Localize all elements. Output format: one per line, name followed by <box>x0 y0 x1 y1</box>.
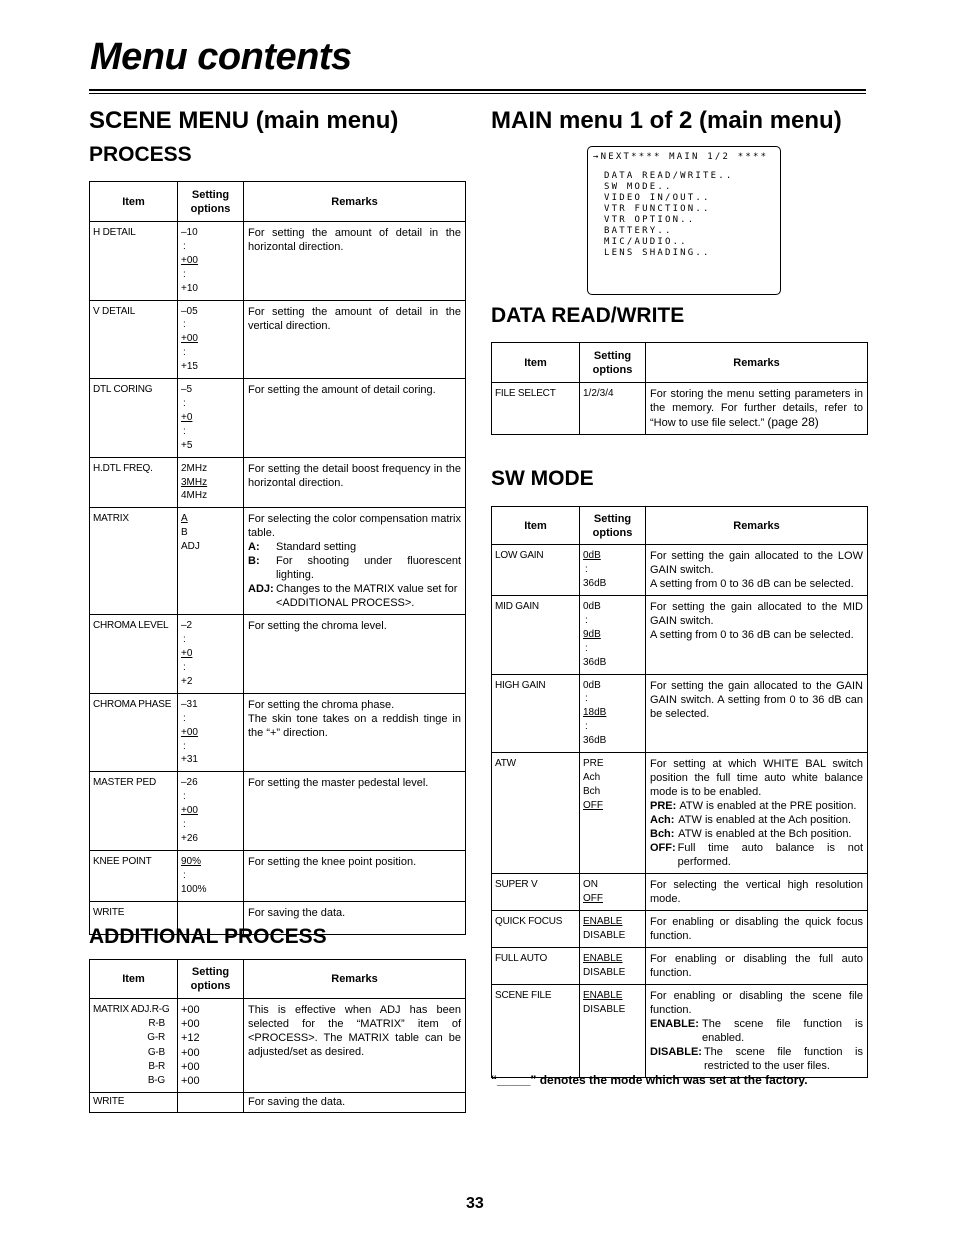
page-reference: (page 28) <box>767 415 819 429</box>
remarks-text: A setting from 0 to 36 dB can be selected. <box>650 629 854 641</box>
option-value: +5 <box>181 439 193 451</box>
setting-options <box>580 596 646 675</box>
definition <box>650 1017 863 1045</box>
table-row <box>492 874 868 911</box>
item-name: FILE SELECT <box>492 383 580 435</box>
matrix-item: B-R <box>148 1060 165 1072</box>
option-value: 0dB <box>583 679 601 691</box>
remarks <box>646 545 868 596</box>
table-row <box>492 674 868 753</box>
remarks <box>646 753 868 874</box>
option-value: +10 <box>181 282 198 294</box>
menu-screen-line: DATA READ/WRITE.. <box>604 171 734 181</box>
option-value: +15 <box>181 361 198 373</box>
option-ellipsis: : <box>183 634 186 646</box>
option-value-default: +00 <box>181 805 198 817</box>
definition-value: Full time auto balance is not performed. <box>677 842 863 869</box>
item-name: WRITE <box>90 1093 178 1113</box>
option-value: Ach <box>583 771 601 783</box>
option-value: +00 <box>181 1060 200 1073</box>
option-value: 36dB <box>583 656 607 668</box>
remarks <box>244 693 466 772</box>
process-table <box>89 181 466 935</box>
remarks <box>646 383 868 435</box>
item-name: SCENE FILE <box>492 985 580 1078</box>
setting-options: 1/2/3/4 <box>580 383 646 435</box>
option-value-default: ENABLE <box>583 953 623 965</box>
option-value: –05 <box>181 305 198 317</box>
setting-options <box>178 1093 244 1113</box>
option-value: 0dB <box>583 601 601 612</box>
option-value: ON <box>583 879 598 891</box>
data-read-write-heading: DATA READ/WRITE <box>491 304 685 327</box>
definition-key: Bch: <box>650 828 675 841</box>
option-value: B <box>181 527 188 539</box>
column-header-remarks: Remarks <box>244 960 466 999</box>
option-value: 100% <box>181 883 207 895</box>
option-value-default: ENABLE <box>583 990 623 1002</box>
item-name: FULL AUTO <box>492 948 580 985</box>
definition <box>650 1045 863 1073</box>
option-ellipsis: : <box>183 425 186 437</box>
item-name: CHROMA PHASE <box>90 693 178 772</box>
item-name <box>90 999 178 1093</box>
remarks: For setting the amount of detail coring. <box>244 379 466 458</box>
option-value-default: +00 <box>181 726 198 738</box>
remarks: For saving the data. <box>244 901 466 934</box>
setting-options <box>580 911 646 948</box>
option-value: +26 <box>181 833 198 844</box>
column-header-setting: Setting options <box>580 343 646 383</box>
item-name: MATRIX <box>90 508 178 615</box>
table-row <box>90 615 466 694</box>
table-row <box>90 772 466 851</box>
setting-options <box>580 948 646 985</box>
item-name: MASTER PED <box>90 772 178 851</box>
scene-menu-heading: SCENE MENU (main menu) <box>89 107 399 134</box>
option-value: ADJ <box>181 541 200 553</box>
option-value: DISABLE <box>583 966 626 978</box>
definition <box>650 813 863 827</box>
menu-screen-line: VIDEO IN/OUT.. <box>604 193 711 203</box>
option-value: +00 <box>181 1018 200 1031</box>
definition-value: ATW is enabled at the Ach position. <box>678 814 852 827</box>
menu-screen-line: VTR OPTION.. <box>604 215 696 225</box>
remarks-text: For setting the gain allocated to the MID GAIN switch. <box>650 601 863 627</box>
definition <box>650 827 863 841</box>
setting-options <box>178 999 244 1093</box>
definition-key: Ach: <box>650 814 675 827</box>
column-header-item: Item <box>90 182 178 222</box>
option-value: +00 <box>181 1004 200 1016</box>
setting-options <box>178 508 244 615</box>
definition-key: A: <box>248 541 260 554</box>
table-row <box>492 753 868 874</box>
remarks: For enabling or disabling the quick focus function. <box>646 911 868 948</box>
remarks: For setting the knee point position. <box>244 850 466 901</box>
definition <box>248 582 461 610</box>
option-value: 36dB <box>583 577 607 589</box>
table-row <box>492 596 868 675</box>
option-ellipsis: : <box>585 614 588 626</box>
definition-value: Changes to the MATRIX value set for <ADDITIONAL PROCESS>. <box>276 583 458 610</box>
table-row <box>90 508 466 615</box>
matrix-item: B-G <box>147 1075 165 1087</box>
option-ellipsis: : <box>183 869 186 881</box>
column-header-setting: Setting options <box>580 507 646 545</box>
menu-screen-display <box>587 146 781 295</box>
option-ellipsis: : <box>585 563 588 575</box>
table-row <box>90 379 466 458</box>
option-value: DISABLE <box>583 929 626 941</box>
option-ellipsis: : <box>183 819 186 831</box>
definition-value: Standard setting <box>276 541 357 554</box>
definition <box>650 841 863 869</box>
definition-key: B: <box>248 555 260 568</box>
factory-default-note: “_____” denotes the mode which was set at the factory. <box>491 1073 808 1087</box>
option-value: +31 <box>181 754 198 766</box>
definition <box>650 799 863 813</box>
option-value: –2 <box>181 620 193 632</box>
definition-key: OFF: <box>650 842 676 855</box>
remarks <box>646 596 868 675</box>
process-heading: PROCESS <box>89 143 192 166</box>
definition-value: ATW is enabled at the PRE position. <box>679 800 857 813</box>
table-row <box>90 300 466 379</box>
option-value: Bch <box>583 785 601 797</box>
option-value-default: 18dB <box>583 707 607 719</box>
item-name: WRITE <box>90 901 178 934</box>
option-value: 2MHz <box>181 462 208 474</box>
option-value: –26 <box>181 777 198 789</box>
definition <box>248 540 461 554</box>
table-row <box>90 693 466 772</box>
table-row <box>90 222 466 301</box>
matrix-item: G-B <box>147 1046 165 1058</box>
column-header-remarks: Remarks <box>646 507 868 545</box>
option-value: +00 <box>181 1046 200 1059</box>
remarks-text: For selecting the color compensation matrix table. <box>248 513 461 540</box>
table-row <box>90 1093 466 1113</box>
setting-options <box>178 615 244 694</box>
remarks: For saving the data. <box>244 1093 466 1113</box>
item-name: LOW GAIN <box>492 545 580 596</box>
column-header-remarks: Remarks <box>646 343 868 383</box>
matrix-item: MATRIX ADJ.R-G <box>93 1004 170 1015</box>
setting-options <box>580 874 646 911</box>
item-name: KNEE POINT <box>90 850 178 901</box>
table-row <box>492 911 868 948</box>
column-header-setting: Setting options <box>178 182 244 222</box>
remarks-text: The skin tone takes on a reddish tinge in the “+” direction. <box>248 712 461 739</box>
table-row <box>492 948 868 985</box>
table-row <box>90 457 466 508</box>
matrix-item: G-R <box>147 1032 165 1044</box>
setting-options <box>178 457 244 508</box>
definition-value: For shooting under fluorescent lighting. <box>276 555 461 582</box>
option-value-default: +0 <box>181 648 193 660</box>
item-name: CHROMA LEVEL <box>90 615 178 694</box>
remarks: This is effective when ADJ has been selected for the “MATRIX” item of <PROCESS>. The MATRIX table can be adjusted/set as desired. <box>244 999 466 1093</box>
option-value: –5 <box>181 384 193 396</box>
option-ellipsis: : <box>183 662 186 674</box>
option-ellipsis: : <box>183 240 186 252</box>
definition-value: ATW is enabled at the Bch position. <box>678 828 852 841</box>
remarks: For setting the detail boost frequency in the horizontal direction. <box>244 457 466 508</box>
item-name: MID GAIN <box>492 596 580 675</box>
page-title: Menu contents <box>90 36 352 78</box>
option-ellipsis: : <box>183 740 186 752</box>
option-value: –10 <box>181 227 198 238</box>
setting-options <box>580 753 646 874</box>
option-value-default: 90% <box>181 855 202 867</box>
matrix-item: R-B <box>148 1018 165 1030</box>
option-ellipsis: : <box>183 397 186 409</box>
item-name: DTL CORING <box>90 379 178 458</box>
table-row <box>90 999 466 1093</box>
option-ellipsis: : <box>183 268 186 280</box>
remarks-text: For enabling or disabling the scene file function. <box>650 990 863 1017</box>
setting-options <box>178 693 244 772</box>
option-value: +00 <box>181 1075 200 1088</box>
option-value-default: +0 <box>181 411 193 423</box>
remarks <box>646 985 868 1078</box>
option-ellipsis: : <box>183 791 186 803</box>
option-value: +12 <box>181 1032 200 1045</box>
remarks: For setting the amount of detail in the vertical direction. <box>244 300 466 379</box>
setting-options <box>580 545 646 596</box>
remarks: For selecting the vertical high resolution mode. <box>646 874 868 911</box>
remarks: For setting the master pedestal level. <box>244 772 466 851</box>
setting-options <box>178 772 244 851</box>
setting-options <box>580 985 646 1078</box>
definition <box>248 554 461 582</box>
table-row <box>492 545 868 596</box>
option-value-default: +00 <box>181 333 198 345</box>
item-name: V DETAIL <box>90 300 178 379</box>
option-value-default: OFF <box>583 799 603 811</box>
additional-process-table <box>89 959 466 1113</box>
remarks-text: For setting the gain allocated to the LOW GAIN switch. <box>650 550 863 576</box>
column-header-item: Item <box>90 960 178 999</box>
sw-mode-heading: SW MODE <box>491 467 594 490</box>
remarks-text: A setting from 0 to 36 dB can be selected. <box>650 578 854 590</box>
table-row <box>492 383 868 435</box>
option-value-default: +00 <box>181 254 198 266</box>
option-value-default: 9dB <box>583 628 601 640</box>
setting-options <box>178 300 244 379</box>
option-value: 36dB <box>583 735 607 747</box>
option-value-default: A <box>181 513 188 525</box>
remarks-text: For setting at which WHITE BAL switch position the full time auto white balance mode is to be enabled. <box>650 758 863 799</box>
column-header-item: Item <box>492 343 580 383</box>
menu-screen-line: SW MODE.. <box>604 182 673 192</box>
additional-process-heading: ADDITIONAL PROCESS <box>89 925 327 948</box>
column-header-remarks: Remarks <box>244 182 466 222</box>
item-name: QUICK FOCUS <box>492 911 580 948</box>
setting-options <box>580 674 646 753</box>
remarks: For setting the amount of detail in the horizontal direction. <box>244 222 466 301</box>
definition-value: The scene file function is enabled. <box>702 1018 863 1045</box>
definition-key: ENABLE: <box>650 1018 699 1031</box>
definition-key: ADJ: <box>248 583 274 596</box>
remarks-text: For storing the menu setting parameters in the memory. For further details, refer to “How to use file select.” <box>650 388 863 429</box>
item-name: SUPER V <box>492 874 580 911</box>
option-value: DISABLE <box>583 1003 626 1015</box>
option-ellipsis: : <box>183 712 186 724</box>
menu-screen-line: VTR FUNCTION.. <box>604 204 711 214</box>
setting-options <box>178 379 244 458</box>
title-rule <box>89 89 866 94</box>
definition-key: DISABLE: <box>650 1046 702 1059</box>
remarks: For setting the chroma level. <box>244 615 466 694</box>
option-value: +2 <box>181 675 193 687</box>
option-value: –31 <box>181 698 198 710</box>
menu-screen-line: →NEXT**** MAIN 1/2 **** <box>593 152 769 162</box>
option-value: PRE <box>583 758 604 770</box>
main-menu-heading: MAIN menu 1 of 2 (main menu) <box>491 107 842 134</box>
menu-screen-line: LENS SHADING.. <box>604 248 711 258</box>
column-header-setting: Setting options <box>178 960 244 999</box>
option-ellipsis: : <box>585 693 588 705</box>
setting-options <box>178 222 244 301</box>
remarks-text: For setting the chroma phase. <box>248 698 395 711</box>
sw-mode-table <box>491 506 868 1078</box>
option-ellipsis: : <box>183 347 186 359</box>
data-read-write-table <box>491 342 868 435</box>
item-name: HIGH GAIN <box>492 674 580 753</box>
item-name: H DETAIL <box>90 222 178 301</box>
remarks <box>244 508 466 615</box>
option-value-default: ENABLE <box>583 916 623 928</box>
page-number: 33 <box>466 1195 484 1212</box>
option-value-default: OFF <box>583 892 603 904</box>
menu-screen-line: MIC/AUDIO.. <box>604 237 688 247</box>
option-value-default: 0dB <box>583 550 601 561</box>
menu-screen-line: BATTERY.. <box>604 226 673 236</box>
option-ellipsis: : <box>585 642 588 654</box>
definition-key: PRE: <box>650 800 677 813</box>
item-name: ATW <box>492 753 580 874</box>
setting-options <box>178 850 244 901</box>
definition-value: The scene file function is restricted to the user files. <box>703 1046 863 1073</box>
table-row <box>90 850 466 901</box>
table-row <box>492 985 868 1078</box>
option-ellipsis: : <box>585 721 588 733</box>
option-ellipsis: : <box>183 319 186 331</box>
remarks: For setting the gain allocated to the GAIN GAIN switch. A setting from 0 to 36 dB can be selected. <box>646 674 868 753</box>
option-value-default: 3MHz <box>181 476 208 488</box>
option-value: 4MHz <box>181 490 208 502</box>
remarks: For enabling or disabling the full auto function. <box>646 948 868 985</box>
column-header-item: Item <box>492 507 580 545</box>
item-name: H.DTL FREQ. <box>90 457 178 508</box>
